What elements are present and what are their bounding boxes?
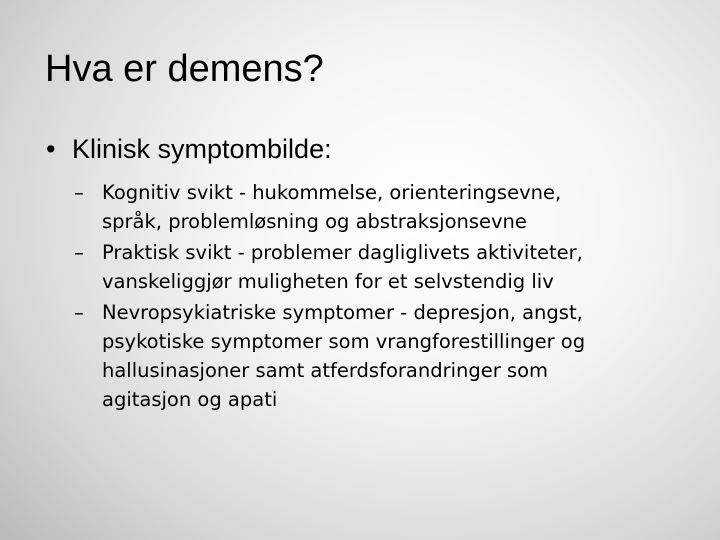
dash-marker: – [74, 301, 84, 324]
sub-bullet-list [74, 178, 704, 416]
sub-bullet-line: hallusinasjoner samt atferdsforandringer som [102, 359, 549, 382]
sub-bullet-line [74, 238, 704, 267]
sub-bullet-line: vanskeliggjør muligheten for et selvstendig liv [102, 270, 554, 293]
dash-marker: – [74, 181, 84, 204]
slide-title: Hva er demens? [45, 48, 324, 90]
sub-bullet-cognitive [74, 178, 704, 236]
sub-bullet-text: Nevropsykiatriske symptomer - depresjon, angst, [102, 301, 583, 324]
main-bullet-text: Klinisk symptombilde: [72, 134, 332, 164]
sub-bullet-line: språk, problemløsning og abstraksjonsevne [102, 210, 527, 233]
sub-bullet-line [74, 298, 704, 327]
sub-bullet-practical [74, 238, 704, 296]
sub-bullet-neuropsychiatric [74, 298, 704, 414]
sub-bullet-line: psykotiske symptomer som vrangforestillinger og [102, 330, 586, 353]
sub-bullet-line: agitasjon og apati [102, 388, 278, 411]
bullet-marker: • [46, 134, 56, 164]
sub-bullet-line [74, 178, 704, 207]
sub-bullet-text: Kognitiv svikt - hukommelse, orienteringsevne, [102, 181, 562, 204]
dash-marker: – [74, 241, 84, 264]
sub-bullet-text: Praktisk svikt - problemer dagliglivets aktiviteter, [102, 241, 583, 264]
main-bullet [46, 131, 332, 167]
